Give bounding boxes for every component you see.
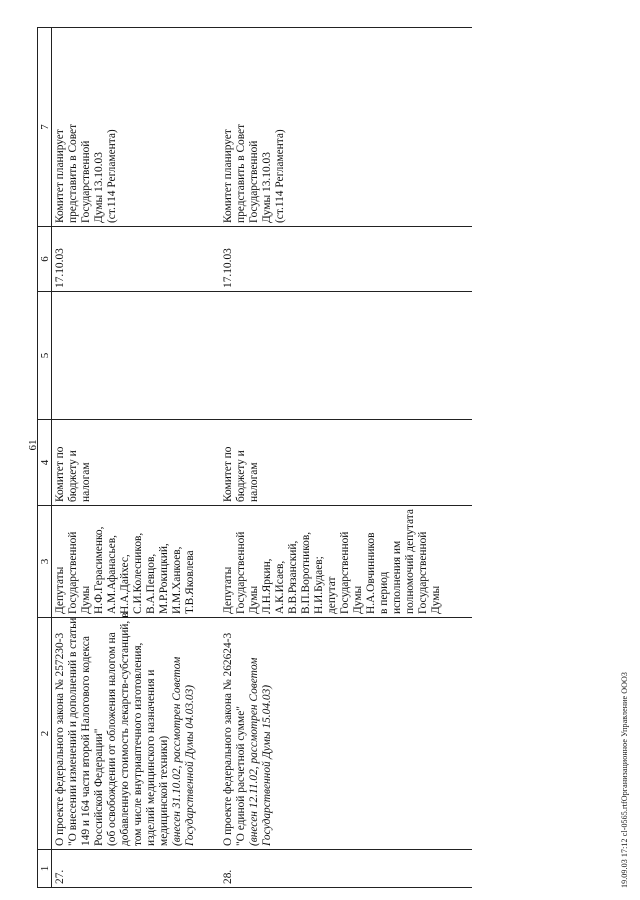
plan-cell [220,28,472,227]
plan-line: Государственной [80,140,92,223]
row-number: 28. [222,869,234,884]
authors-cell [220,506,472,618]
row-number-cell [220,850,472,888]
date-cell [52,227,221,292]
bill-description-cell [52,612,221,850]
author-line: Н.И.Будаев; [313,556,325,614]
author-line: В.В.Рязанский, [287,540,299,614]
plan-line: представить в Совет [67,123,79,223]
bill-title-line: О проекте федерального закона № 257230-3 [54,632,66,846]
bill-title-line: изделий медицинского назначения и [145,669,157,846]
bill-title-line: том числе внутриаптечного изготовления, [132,642,144,846]
plan-line: (ст.114 Регламента) [274,129,286,223]
author-line: Н.А.Дайхес, [119,554,131,614]
column-5-cell [52,292,221,420]
author-line: Н.А.Овчинников [365,532,377,614]
column-header-4: 4 [38,420,52,506]
page-number: 61 [27,439,39,451]
author-line: Государственной [67,531,79,614]
column-header-2: 2 [38,618,52,850]
author-line: Депутаты [54,566,66,614]
author-line: Государственной [417,531,429,614]
author-line: Государственной [339,531,351,614]
plan-line: представить в Совет [235,123,247,223]
plan-line: Государственной [248,140,260,223]
bills-table [37,27,472,888]
column-header-6: 6 [38,227,52,292]
column-number-row [38,28,52,888]
committee-cell [220,420,472,506]
committee-line: Комитет по [54,446,66,502]
bill-description-cell [220,618,472,850]
date-value: 17.10.03 [54,248,66,288]
footer-file-stamp: 19.09.03 17:12 cl-0565.rtfОрганизационное Управление ООО3 [620,671,629,888]
author-line: Думы [352,585,364,614]
plan-line: (ст.114 Регламента) [106,129,118,223]
author-line: А.М.Афанасьев, [106,535,118,614]
bill-title-line: "О единой расчетной сумме" [235,706,247,846]
column-header-5: 5 [38,292,52,420]
author-line: С.И.Колесников, [132,532,144,614]
author-line: депутат [326,576,338,614]
column-header-3: 3 [38,506,52,618]
author-line: Депутаты [222,566,234,614]
plan-line: Комитет планирует [54,129,66,223]
committee-line: налогам [80,462,92,502]
bill-title-line: медицинской техники) [158,735,170,846]
committee-line: Комитет по [222,446,234,502]
bill-title-line: 149 и 164 части второй Налогового кодекса [80,636,92,846]
date-value: 17.10.03 [222,248,234,288]
author-line: В.П.Воротников, [300,531,312,614]
author-line: Т.В.Яковлева [184,550,196,614]
author-line: Думы [80,585,92,614]
bill-note-line: (внесен 12.11.02, рассмотрен Советом [248,657,260,846]
date-cell [220,227,472,292]
author-line: полномочий депутата [404,509,416,614]
author-line: Государственной [235,531,247,614]
bill-title-line: О проекте федерального закона № 262624-3 [222,632,234,846]
committee-line: налогам [248,462,260,502]
plan-cell [52,28,221,227]
author-line: В.А.Певцов, [145,553,157,614]
bill-note-line: (внесен 31.10.02, рассмотрен Советом [171,656,183,846]
author-line: М.Р.Рокицкий, [158,543,170,614]
author-line: И.М.Ханкоев, [171,546,183,614]
row-number: 27. [54,869,66,884]
authors-cell [52,506,221,618]
bill-note-line: Государственной Думы 15.04.03) [261,684,273,846]
column-header-7: 7 [38,28,52,227]
bill-title-line: "О внесении изменений и дополнений в статьи [67,617,79,846]
author-line: в период [378,571,390,614]
plan-line: Думы 13.10.03 [261,152,273,223]
author-line: Думы [430,585,442,614]
author-line: Л.Н.Яркин, [261,558,273,614]
plan-line: Думы 13.10.03 [93,152,105,223]
column-header-1: 1 [38,850,52,888]
row-number-cell [52,850,221,888]
committee-line: бюджету и [235,450,247,502]
author-line: А.К.Исаев, [274,560,286,614]
author-line: исполнения им [391,540,403,614]
table-row [220,28,472,888]
column-5-cell [220,292,472,420]
committee-line: бюджету и [67,450,79,502]
author-line: Н.Ф.Герасименко, [93,526,105,614]
plan-line: Комитет планирует [222,129,234,223]
author-line: Думы [248,585,260,614]
bill-note-line: Государственной Думы 04.03.03) [184,684,196,846]
bill-title-line: добавленную стоимость лекарств-субстанций, в [119,612,131,846]
bill-title-line: Российской Федерации" [93,728,105,846]
committee-cell [52,420,221,506]
bill-title-line: (об освобождении от обложения налогом на [106,632,118,846]
table-row [52,28,221,888]
